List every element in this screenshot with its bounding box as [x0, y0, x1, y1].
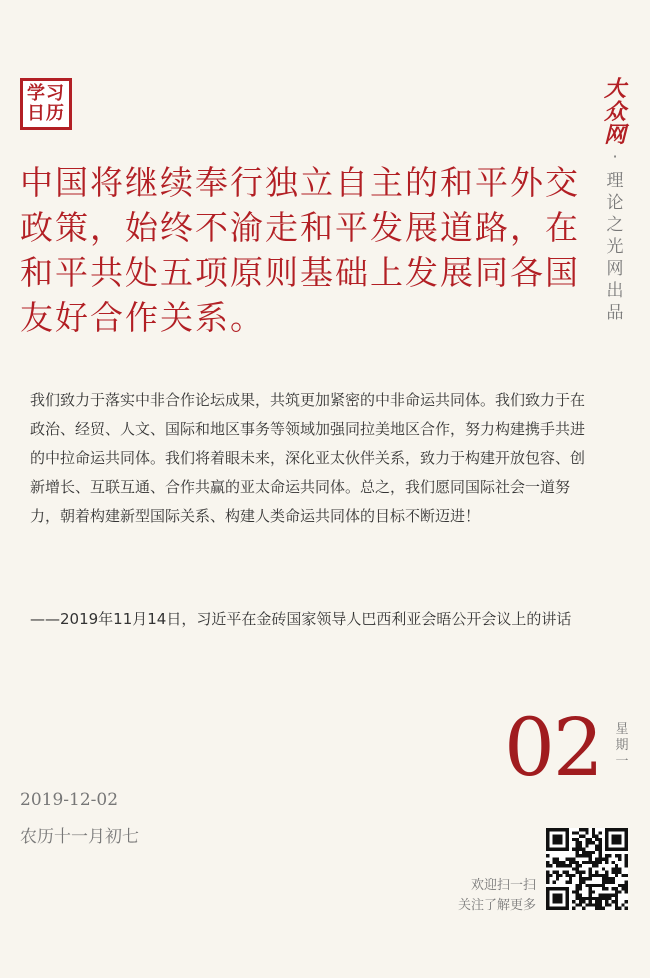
brand-separator: · — [612, 147, 618, 166]
weekday-label: 星期一 — [615, 722, 629, 769]
scan-prompt-line-1: 欢迎扫一扫 — [470, 878, 536, 893]
logo-line-2: 日历 — [27, 103, 65, 124]
lunar-date: 农历十一月初七 — [20, 827, 139, 847]
scan-prompt-line-2: 关注了解更多 — [457, 898, 536, 913]
day-number: 02 — [504, 701, 602, 794]
quote-source: ——2019年11月14日，习近平在金砖国家领导人巴西利亚会晤公开会议上的讲话 — [30, 610, 572, 628]
date-text: 2019-12-02 — [20, 790, 119, 810]
brand-subtitle: 理论之光网出品 — [606, 171, 624, 323]
body-paragraph: 我们致力于落实中非合作论坛成果，共筑更加紧密的中非命运共同体。我们致力于在政治、经贸、人文、国际和地区事务等领域加强同拉美地区合作，努力构建携手共进的中拉命运共同体。我们将着眼未来，深化亚太伙伴关系，致力于构建开放包容、创新增长、互联互通、合作共赢的亚太命运共同体。总之，我们愿同国际社会一道努力，朝着构建新型国际关系、构建人类命运共同体的目标不断迈进！ — [30, 391, 586, 525]
scan-prompt — [448, 876, 536, 916]
logo-line-1: 学习 — [27, 83, 65, 104]
xuexi-rili-logo — [20, 78, 72, 130]
brand-name: 大众网 — [603, 76, 626, 148]
qr-code-icon[interactable] — [546, 828, 628, 910]
brand-vertical — [595, 78, 635, 324]
headline-quote: 中国将继续奉行独立自主的和平外交政策，始终不渝走和平发展道路，在和平共处五项原则基础上发展同各国友好合作关系。 — [20, 163, 580, 337]
